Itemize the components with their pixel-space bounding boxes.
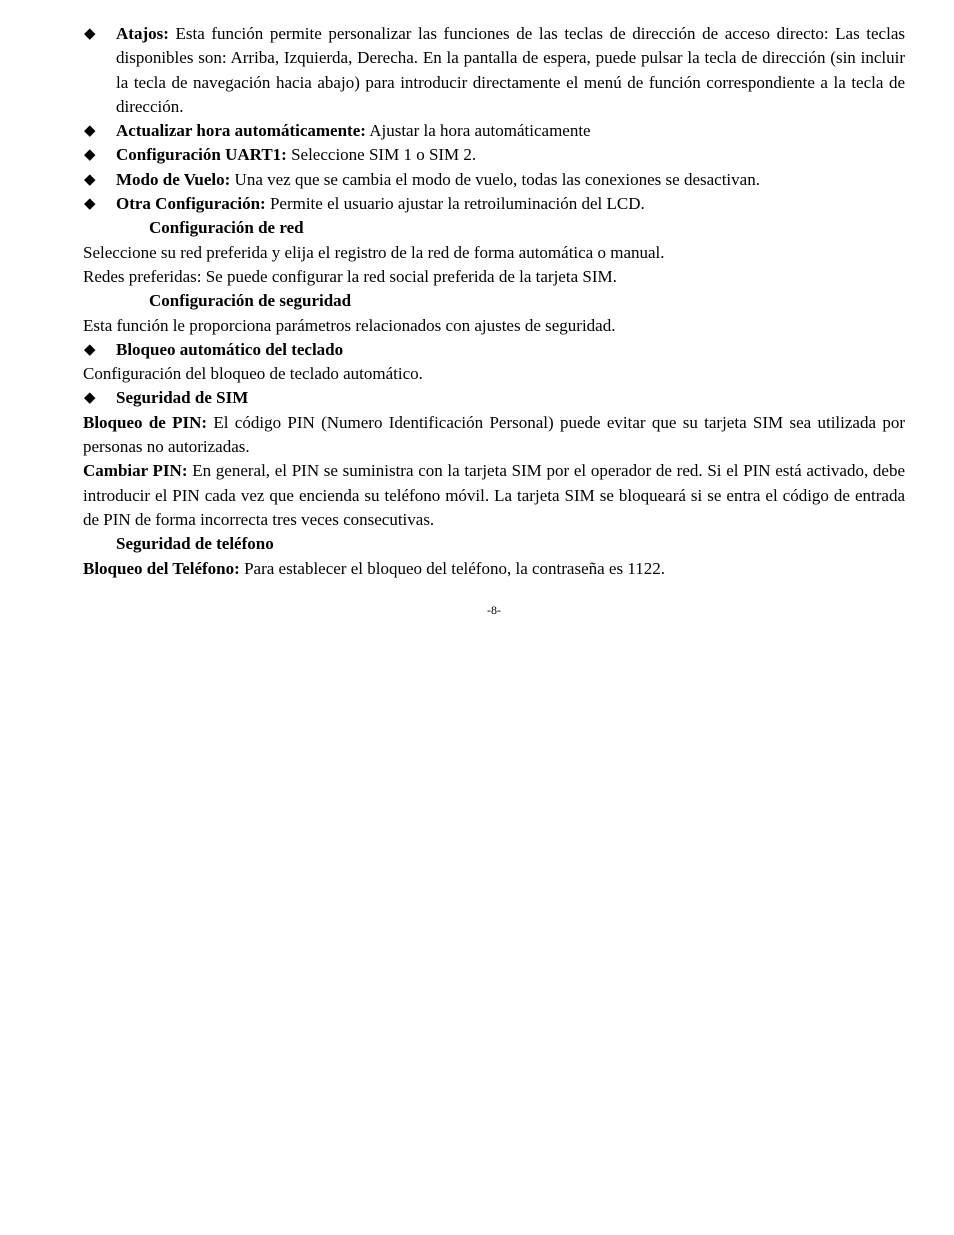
red-paragraph-2: Redes preferidas: Se puede configurar la red social preferida de la tarjeta SIM. [83, 266, 617, 286]
item-atajos [83, 22, 905, 119]
item-uart1 [83, 143, 905, 167]
cambiar-pin-text: En general, el PIN se suministra con la tarjeta SIM por el operador de red. Si el PIN está activado, debe introducir el PIN cada vez que encienda su teléfono móvil. La tarjeta SIM se bloqueará si se entra el código de entrada de PIN de forma incorrecta tres veces consecutivas. [83, 461, 906, 529]
cambiar-pin-label: Cambiar PIN: [83, 461, 188, 481]
bloqueo-teclado-heading: Bloqueo automático del teclado [116, 339, 344, 359]
actualizar-text: Ajustar la hora automáticamente [365, 121, 591, 141]
bloqueo-telefono-text: Para establecer el bloqueo del teléfono, la contraseña es 1122. [239, 558, 665, 578]
uart-label: Configuración UART1: [116, 145, 287, 165]
diamond-bullet-icon: ◆ [84, 123, 96, 140]
diamond-bullet-icon: ◆ [84, 341, 96, 358]
red-paragraph-1: Seleccione su red preferida y elija el registro de la red de forma automática o manual. [83, 242, 665, 262]
diamond-bullet-icon: ◆ [84, 26, 96, 42]
heading-seguridad-telefono: Seguridad de teléfono [116, 534, 274, 554]
diamond-bullet-icon: ◆ [84, 196, 96, 213]
item-modo-vuelo [83, 168, 905, 192]
seguridad-sim-heading: Seguridad de SIM [116, 388, 249, 408]
uart-text: Seleccione SIM 1 o SIM 2. [286, 145, 477, 165]
bloqueo-telefono-label: Bloqueo del Teléfono: [83, 558, 240, 578]
diamond-bullet-icon: ◆ [84, 390, 96, 407]
item-seguridad-sim [83, 386, 905, 410]
vuelo-label: Modo de Vuelo: [116, 169, 231, 189]
diamond-bullet-icon: ◆ [84, 147, 96, 164]
bloqueo-teclado-paragraph: Configuración del bloqueo de teclado automático. [83, 364, 423, 384]
atajos-text: Esta función permite personalizar las funciones de las teclas de dirección de acceso directo: Las teclas disponibles son: Arriba, Izquierda, Derecha. En la pantalla de espera, puede pulsar la tecla de dirección (sin incluir la tecla de navegación hacia abajo) para introducir directamente el menú de función correspondiente a la tecla de dirección. [116, 24, 905, 116]
otra-label: Otra Configuración: [116, 194, 266, 214]
bloqueo-pin-text: El código PIN (Numero Identificación Personal) puede evitar que su tarjeta SIM sea utilizada por personas no autorizadas. [83, 412, 905, 457]
item-actualizar-hora [83, 119, 905, 143]
vuelo-text: Una vez que se cambia el modo de vuelo, todas las conexiones se desactivan. [230, 169, 760, 189]
document-page [83, 22, 905, 581]
heading-configuracion-red: Configuración de red [149, 218, 304, 238]
otra-text: Permite el usuario ajustar la retroiluminación del LCD. [265, 194, 645, 214]
page-number: -8- [487, 603, 501, 617]
item-bloqueo-teclado [83, 338, 905, 362]
actualizar-label: Actualizar hora automáticamente: [116, 121, 366, 141]
atajos-label: Atajos: [116, 24, 169, 43]
bloqueo-telefono-paragraph [83, 557, 905, 581]
diamond-bullet-icon: ◆ [84, 171, 96, 188]
item-otra-configuracion [83, 192, 905, 216]
cambiar-pin-paragraph [83, 459, 905, 532]
heading-configuracion-seguridad: Configuración de seguridad [149, 291, 352, 311]
seguridad-paragraph: Esta función le proporciona parámetros relacionados con ajustes de seguridad. [83, 315, 616, 335]
bloqueo-pin-label: Bloqueo de PIN: [83, 412, 208, 432]
bloqueo-pin-paragraph [83, 411, 905, 460]
